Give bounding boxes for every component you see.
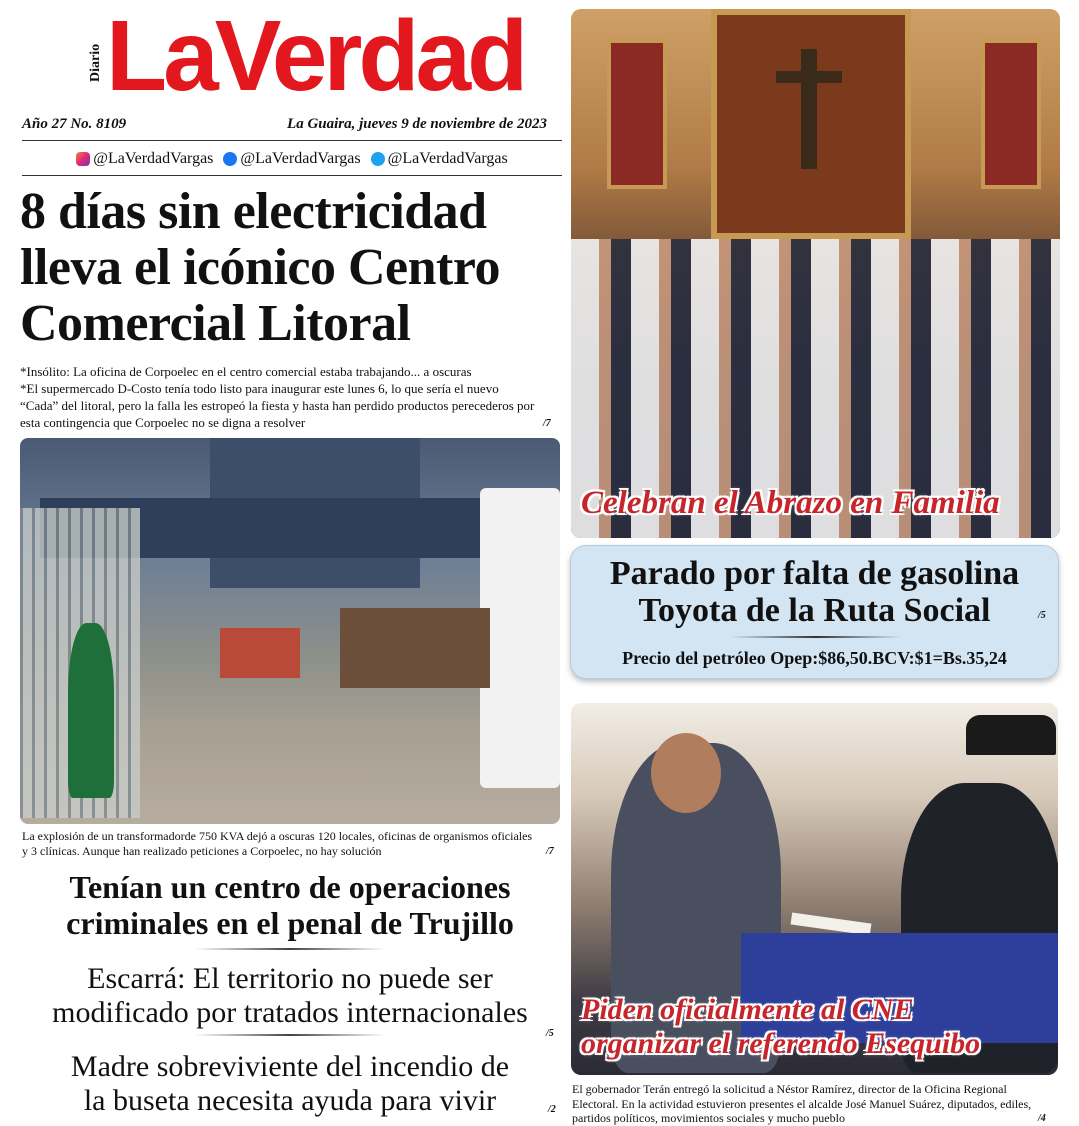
- oil-price: Precio del petróleo Opep:$86,50.BCV:$1=Bs.35,24: [622, 648, 1007, 668]
- story-headline-line: Madre sobreviviente del incendio de: [70, 1050, 510, 1083]
- gasoline-headline: [571, 556, 1058, 629]
- gasoline-headline-line: Parado por falta de gasolina: [609, 555, 1020, 592]
- twitter-handle: @LaVerdadVargas: [387, 150, 508, 167]
- facebook-icon: [223, 152, 237, 166]
- social-twitter[interactable]: [371, 150, 508, 168]
- gasoline-box[interactable]: [570, 545, 1059, 679]
- lead-note: *El supermercado D-Costo tenía todo listo para inaugurar este lunes 6, lo que sería el nuevo “Cada” del litoral, pero la falla les estropeó la fiesta y hasta han perdido productos perecederos por esta contingencia que Corpoelec no se digna a resolver: [20, 380, 535, 430]
- cap-icon: [966, 715, 1056, 755]
- newspaper-logo[interactable]: LaVerdad: [106, 0, 525, 112]
- dateline: La Guaira, jueves 9 de noviembre de 2023: [287, 116, 547, 132]
- cne-photo-title: [581, 993, 980, 1060]
- lead-subnotes: [20, 364, 560, 432]
- story-headline-line: Escarrá: El territorio no puede ser: [87, 962, 493, 995]
- lead-headline-line: 8 días sin electricidad: [20, 183, 487, 240]
- page-ref: /4: [1038, 1113, 1046, 1124]
- page-ref: /5: [1038, 610, 1046, 621]
- church-photo-title: Celebran el Abrazo en Familia: [581, 485, 1000, 521]
- lead-photo-caption: La explosión de un transformadorde 750 KVA dejó a oscuras 120 locales, oficinas de organismos oficiales y 3 clínicas. Aunque han realizado peticiones a Corpoelec, no hay solución: [22, 829, 533, 858]
- story-headline-line: modificado por tratados internacionales: [52, 996, 528, 1030]
- issue-number: Año 27 No. 8109: [22, 116, 127, 132]
- cne-photo-title-line: Piden oficialmente al CNE: [581, 993, 914, 1026]
- page-ref: /7: [543, 418, 551, 429]
- social-instagram[interactable]: [76, 150, 213, 168]
- instagram-handle: @LaVerdadVargas: [93, 150, 214, 167]
- masthead-rule-top: [22, 140, 562, 141]
- twitter-icon: [371, 152, 385, 166]
- lead-headline[interactable]: [20, 184, 560, 352]
- page-ref: /2: [548, 1104, 556, 1115]
- lead-note: *Insólito: La oficina de Corpoelec en el centro comercial estaba trabajando... a oscuras: [20, 364, 472, 379]
- photo-niche-right: [981, 39, 1041, 189]
- story-divider: [195, 1034, 385, 1036]
- instagram-icon: [76, 152, 90, 166]
- masthead: [18, 0, 558, 112]
- page-ref: /7: [546, 846, 554, 857]
- issue-row: [22, 116, 547, 138]
- masthead-diario: Diario: [88, 43, 103, 82]
- story-divider: [195, 948, 385, 950]
- gasoline-headline-line: Toyota de la Ruta Social: [638, 591, 991, 629]
- story-headline-line: criminales en el penal de Trujillo: [66, 904, 514, 941]
- photo-worker: [68, 623, 114, 798]
- story-headline-line: la buseta necesita ayuda para vivir: [83, 1084, 497, 1118]
- social-facebook[interactable]: [223, 150, 360, 168]
- photo-stairs: [220, 628, 300, 678]
- lead-photo[interactable]: [20, 438, 560, 824]
- photo-truck-bed: [340, 608, 490, 688]
- story-headline-line: Tenían un centro de operaciones: [69, 869, 511, 905]
- crucifix-icon: [801, 49, 817, 169]
- social-links: [22, 144, 562, 174]
- cne-photo-title-line: organizar el referendo Esequibo: [581, 1026, 981, 1060]
- box-divider: [731, 636, 901, 638]
- facebook-handle: @LaVerdadVargas: [240, 150, 361, 167]
- crucifix-bar: [776, 71, 842, 83]
- church-photo[interactable]: [571, 9, 1060, 538]
- page-ref: /5: [546, 1028, 554, 1039]
- masthead-rule-bottom: [22, 175, 562, 176]
- story-escarra[interactable]: [20, 962, 560, 1042]
- story-buseta[interactable]: [20, 1050, 560, 1118]
- photo-niche-left: [607, 39, 667, 189]
- cne-photo-caption: El gobernador Terán entregó la solicitud a Néstor Ramírez, director de la Oficina Regional Electoral. En la actividad estuvieron presentes el alcalde José Manuel Suárez, diputados, ediles, partidos políticos, movimientos sociales y mucho pueblo: [572, 1082, 1032, 1126]
- cne-photo[interactable]: [571, 703, 1058, 1075]
- photo-governor-head: [651, 733, 721, 813]
- lead-headline-line: lleva el icónico Centro: [20, 239, 500, 297]
- photo-truck: [480, 488, 560, 788]
- story-trujillo[interactable]: [20, 870, 560, 956]
- lead-headline-line: Comercial Litoral: [20, 295, 411, 353]
